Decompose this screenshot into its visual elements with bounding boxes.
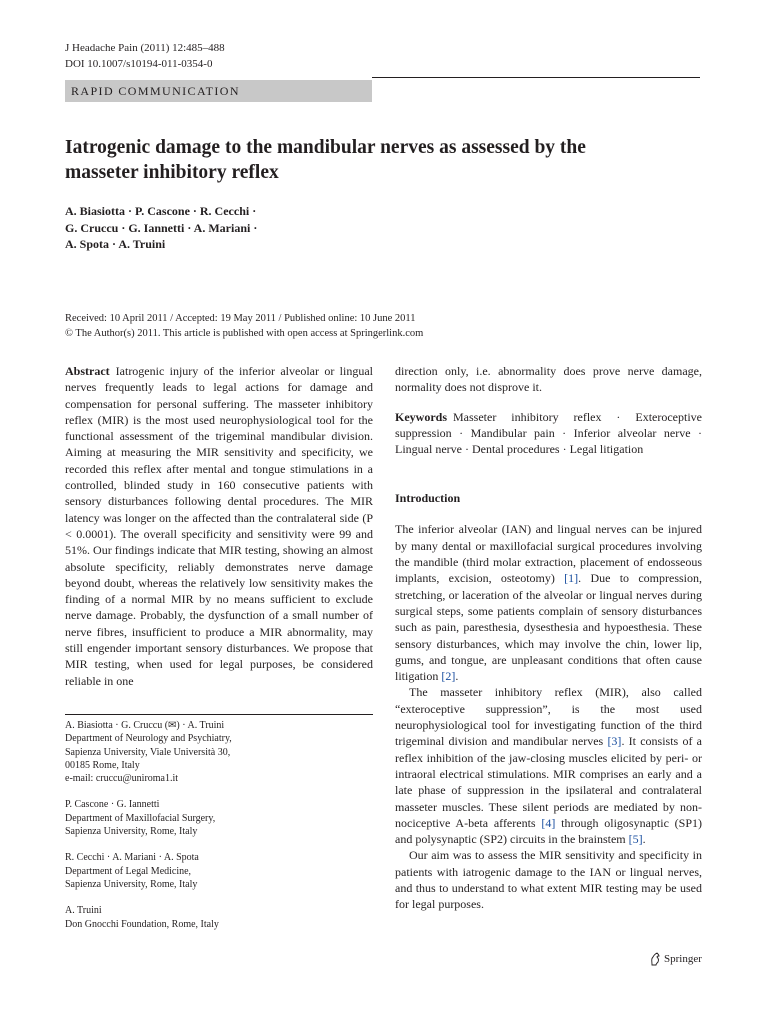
affiliation-line: Don Gnocchi Foundation, Rome, Italy [65, 918, 219, 930]
publication-dates [65, 311, 423, 341]
affiliation-line: P. Cascone · G. Iannetti [65, 799, 160, 811]
citation-link[interactable]: [5] [628, 832, 643, 847]
publisher-footer [649, 951, 702, 967]
affiliation-line: Department of Legal Medicine, [65, 865, 192, 877]
springer-horse-icon [649, 952, 661, 966]
affiliation-line: A. Biasiotta · G. Cruccu (✉) · A. Truini [65, 720, 225, 731]
intro-paragraph [395, 684, 702, 847]
keywords-label: Keywords [395, 409, 447, 424]
corresponding-email[interactable]: e-mail: cruccu@uniroma1.it [65, 773, 179, 785]
citation-link[interactable]: [3] [607, 734, 622, 749]
affiliation-line: Sapienza University, Rome, Italy [65, 878, 198, 890]
introduction-heading: Introduction [395, 491, 461, 506]
affiliation-block [65, 798, 373, 838]
affiliation-line: Sapienza University, Viale Università 30, [65, 746, 231, 758]
affiliation-block [65, 904, 373, 931]
intro-paragraph [395, 521, 702, 684]
abstract-label: Abstract [65, 364, 110, 378]
citation-link[interactable]: [1] [564, 571, 579, 586]
author-line: A. Biasiotta · P. Cascone · R. Cecchi · [65, 204, 257, 218]
author-line: G. Cruccu · G. Iannetti · A. Mariani · [65, 220, 258, 235]
article-title: Iatrogenic damage to the mandibular nerves as assessed by the masseter inhibitory reflex [65, 137, 586, 183]
keywords [395, 409, 702, 458]
intro-text: . Due to compression, stretching, or laceration of the alveolar or lingual nerves during surgical steps, some patients complain of sensory disturbances such as pain, paresthesia, dysesthesia and hypoesthesia. These sensory disturbances, which may involve the chin, lower lip, gums, and tongue, are unpleasant conditions that often cause litigation [395, 571, 702, 684]
affiliations [65, 719, 373, 944]
citation-link[interactable]: [4] [541, 815, 556, 830]
affiliation-line: R. Cecchi · A. Mariani · A. Spota [65, 852, 199, 864]
affiliation-line: Department of Maxillofacial Surgery, [65, 812, 216, 824]
received-dates: Received: 10 April 2011 / Accepted: 19 May 2011 / Published online: 10 June 2011 [65, 313, 416, 324]
intro-text: through oligosynaptic (SP1) and polysynaptic (SP2) circuits in the brainstem [395, 815, 703, 847]
publisher-name: Springer [664, 953, 702, 965]
intro-text: . [642, 832, 646, 847]
abstract-text: Iatrogenic injury of the inferior alveolar or lingual nerves frequently leads to legal actions for damage and compensation for personal suffering. The masseter inhibitory reflex (MIR) is the most used neurophysiological tool for the functional assessment of the trigeminal mandibular division. Aiming at measuring the MIR sensitivity and specificity, we recorded this reflex after mental and tongue stimulations in a controlled, blinded study in 160 consecutive patients with sensory disturbances following dental procedures. The MIR latency was longer on the affected than the contralateral side (P < 0.0001). The overall specificity and sensitivity were 99 and 51%. Our findings indicate that MIR testing, showing an almost absolute specificity, reliably demonstrates nerve damage beyond doubt, whereas the relatively low sensitivity makes the finding of a normal MIR by no means sufficient to exclude nerve damage. Probably, the dysfunction of a small number of nerve fibres, insufficient to produce a MIR abnormality, may still engender important sensory disturbances. We propose that MIR testing, when used for legal purposes, be considered reliable in one [65, 364, 373, 688]
affiliation-line: 00185 Rome, Italy [65, 759, 140, 771]
abstract [65, 363, 373, 689]
affiliation-block [65, 719, 373, 785]
affiliation-block [65, 851, 373, 891]
journal-info [65, 40, 225, 72]
intro-paragraph: Our aim was to assess the MIR sensitivity and specificity in patients with iatrogenic damage to the IAN or lingual nerves, and thus to understand to what extent MIR testing may be used for legal purposes. [395, 848, 702, 912]
affiliation-line: A. Truini [65, 905, 102, 917]
intro-text: The masseter inhibitory reflex (MIR), also called “exteroceptive suppression”, is the most used neurophysiological tool for investigating function of the third trigeminal division and mandibular nerves [395, 685, 702, 749]
affiliations-rule [65, 714, 373, 715]
author-list [65, 203, 365, 253]
intro-text: The inferior alveolar (IAN) and lingual nerves can be injured by many dental or maxillofacial surgical procedures involving the mandible (third molar extraction, placement of endosseous implants, excision, osteotomy) [395, 522, 702, 586]
doi: DOI 10.1007/s10194-011-0354-0 [65, 58, 213, 70]
author-line: A. Spota · A. Truini [65, 237, 166, 251]
copyright-notice: © The Author(s) 2011. This article is published with open access at Springerlink.com [65, 328, 424, 339]
journal-citation: J Headache Pain (2011) 12:485–488 [65, 42, 225, 54]
header-rule [372, 77, 700, 78]
affiliation-line: Department of Neurology and Psychiatry, [65, 733, 232, 745]
section-label: RAPID COMMUNICATION [65, 80, 372, 102]
citation-link[interactable]: [2] [441, 669, 456, 684]
intro-text: . [455, 669, 459, 684]
affiliation-line: Sapienza University, Rome, Italy [65, 826, 198, 838]
abstract-continuation: direction only, i.e. abnormality does prove nerve damage, normality does not disprove it. [395, 364, 702, 395]
keywords-text: Masseter inhibitory reflex · Exteroceptive suppression · Mandibular pain · Inferior alveolar nerve · Lingual nerve · Dental procedures · Legal litigation [395, 409, 702, 457]
left-column [65, 363, 373, 689]
intro-text: . It consists of a reflex inhibition of the jaw-closing muscles elicited by peri- or intraoral electrical stimulations. MIR comprises an early and a late phase of suppression in the ipsilateral and contralateral masseter muscles. These silent periods are mediated by non-nociceptive A-beta afferents [395, 734, 703, 830]
right-column [395, 363, 702, 913]
